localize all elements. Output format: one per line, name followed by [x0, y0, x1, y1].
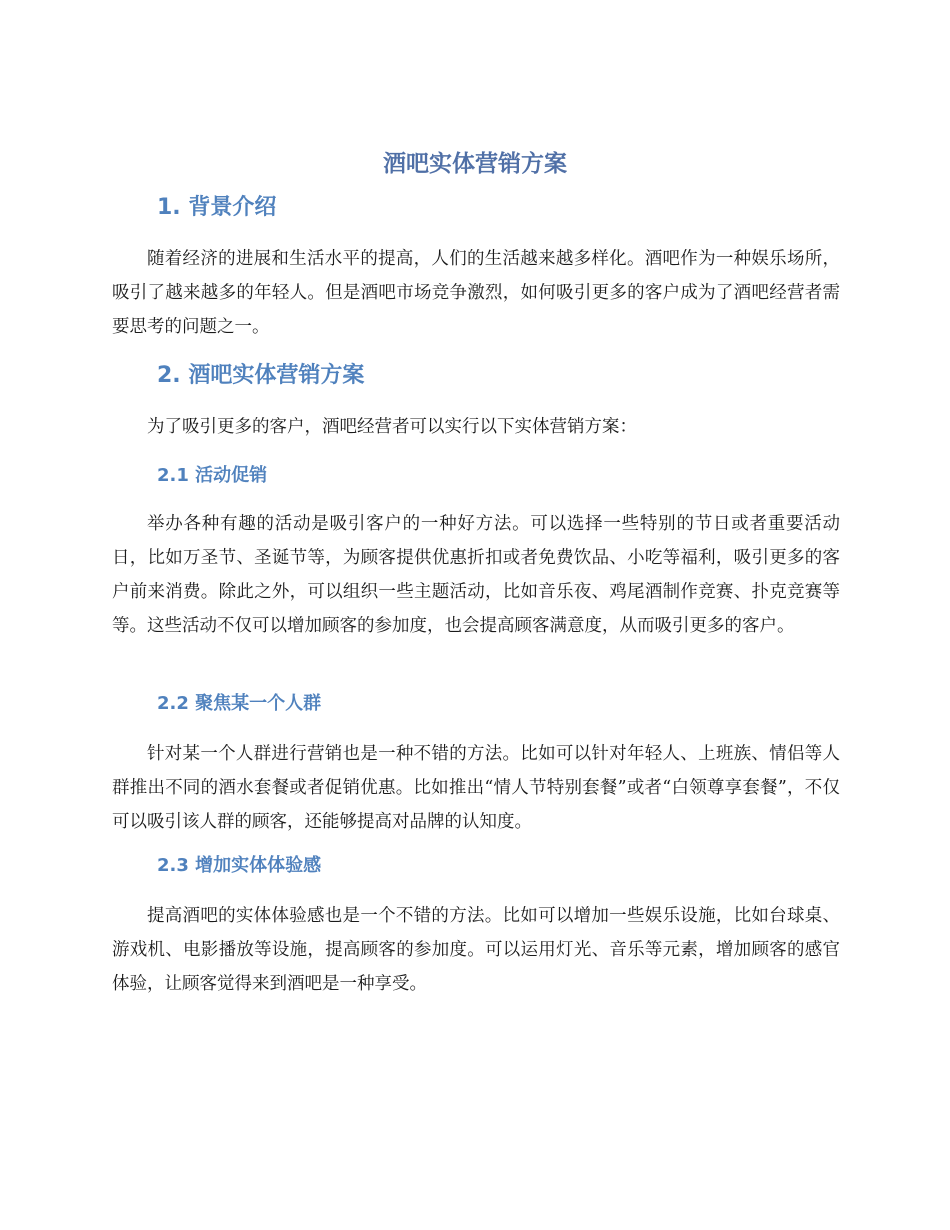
subsection-heading-promotions: 2.1 活动促销	[157, 465, 268, 486]
section-heading-background: 1. 背景介绍	[157, 195, 277, 220]
subsection-paragraph-target-group: 针对某一个人群进行营销也是一种不错的方法。比如可以针对年轻人、上班族、情侣等人群推出不同的酒水套餐或者促销优惠。比如推出“情人节特别套餐”或者“白领尊享套餐”，不仅可以吸引该人群的顾客，还能够提高对品牌的认知度。	[112, 744, 840, 832]
subsection-paragraph-promotions: 举办各种有趣的活动是吸引客户的一种好方法。可以选择一些特别的节日或者重要活动日，比如万圣节、圣诞节等，为顾客提供优惠折扣或者免费饮品、小吃等福利，吸引更多的客户前来消费。除此之外，可以组织一些主题活动，比如音乐夜、鸡尾酒制作竞赛、扑克竞赛等等。这些活动不仅可以增加顾客的参加度，也会提高顾客满意度，从而吸引更多的客户。	[112, 514, 840, 636]
document-title: 酒吧实体营销方案	[383, 151, 567, 177]
subsection-heading-experience: 2.3 增加实体体验感	[157, 855, 322, 876]
section-paragraph-marketing-plan: 为了吸引更多的客户，酒吧经营者可以实行以下实体营销方案：	[147, 417, 637, 437]
subsection-paragraph-experience: 提高酒吧的实体体验感也是一个不错的方法。比如可以增加一些娱乐设施，比如台球桌、游戏机、电影播放等设施，提高顾客的参加度。可以运用灯光、音乐等元素，增加顾客的感官体验，让顾客觉得来到酒吧是一种享受。	[112, 906, 840, 994]
section-paragraph-background: 随着经济的进展和生活水平的提高，人们的生活越来越多样化。酒吧作为一种娱乐场所，吸引了越来越多的年轻人。但是酒吧市场竞争激烈，如何吸引更多的客户成为了酒吧经营者需要思考的问题之一。	[112, 249, 840, 337]
subsection-heading-target-group: 2.2 聚焦某一个人群	[157, 693, 322, 714]
section-heading-marketing-plan: 2. 酒吧实体营销方案	[157, 363, 365, 388]
